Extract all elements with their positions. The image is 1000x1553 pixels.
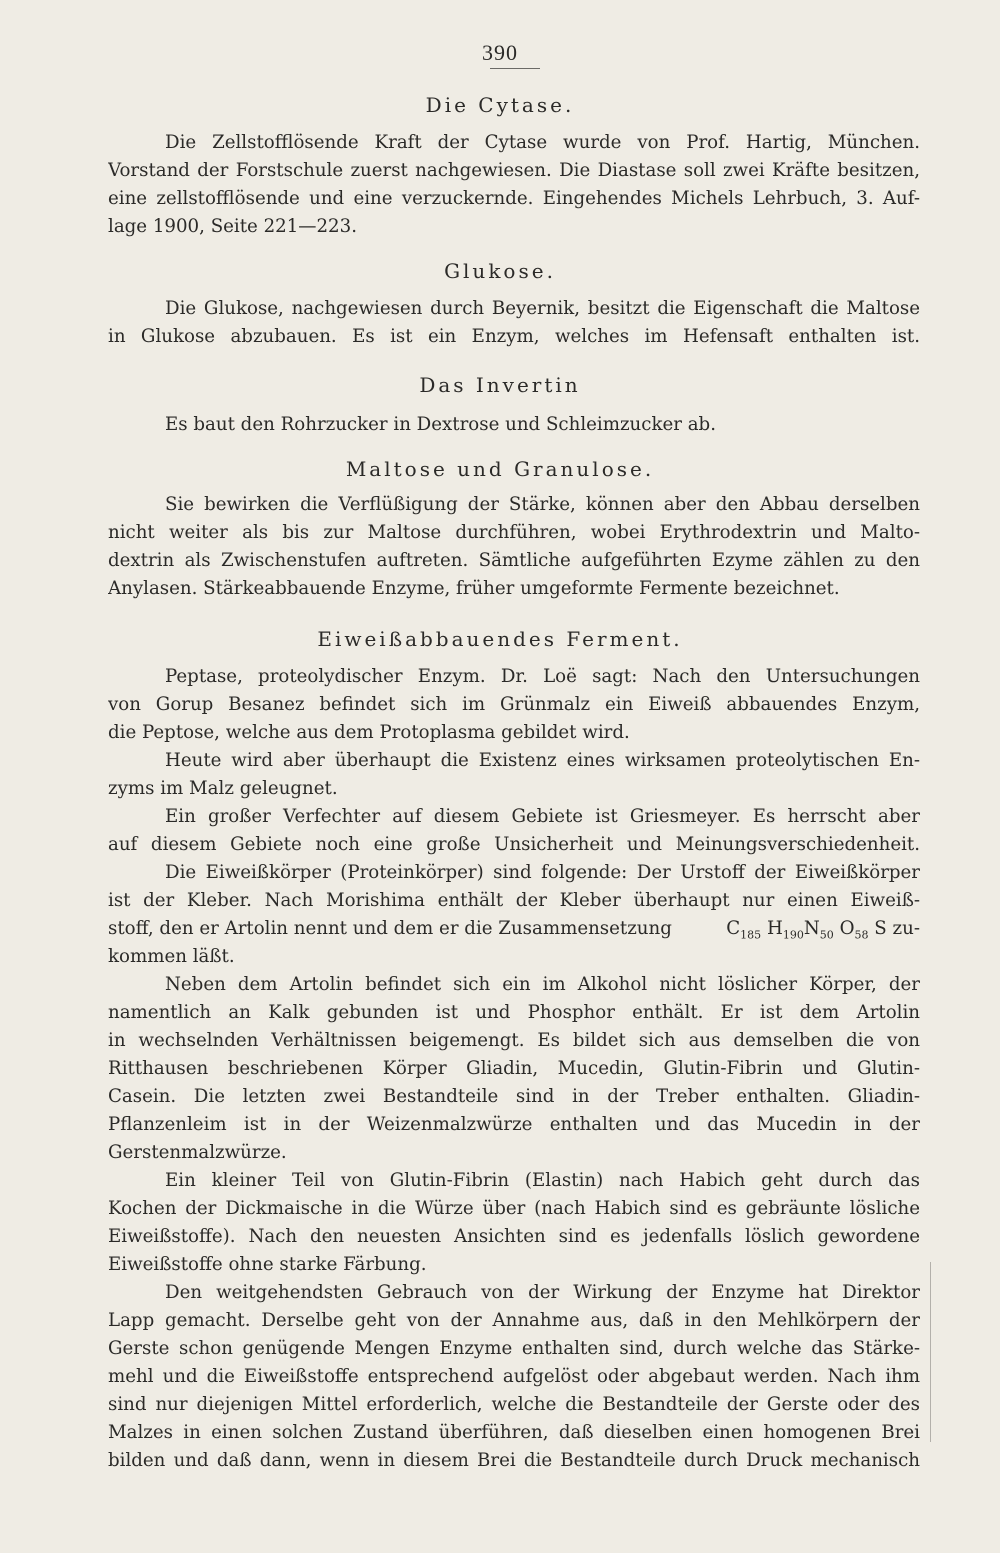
text-line: Die Eiweißkörper (Proteinkörper) sind folgende: Der Urstoff der Eiweißkörper (165, 862, 920, 883)
text-line: kommen läßt. (108, 946, 235, 967)
text-line: Den weitgehendsten Gebrauch von der Wirkung der Enzyme hat Direktor (165, 1282, 920, 1303)
text-line: Die Zellstofflösende Kraft der Cytase wurde von Prof. Hartig, München. (165, 132, 920, 153)
text-line: Peptase, proteolydischer Enzym. Dr. Loë sagt: Nach den Untersuchungen (165, 666, 920, 687)
text-line: Lapp gemacht. Derselbe geht von der Annahme aus, daß in den Mehlkörpern der (108, 1310, 920, 1331)
text-line: Neben dem Artolin befindet sich ein im Alkohol nicht löslicher Körper, der (165, 974, 920, 995)
text-line: ist der Kleber. Nach Morishima enthält der Kleber überhaupt nur einen Eiweiß- (108, 890, 920, 911)
text-line: Heute wird aber überhaupt die Existenz eines wirksamen proteolytischen En- (165, 750, 920, 771)
section-heading-ferment: Eiweißabbauendes Ferment. (317, 627, 683, 651)
text-line: auf diesem Gebiete noch eine große Unsicherheit und Meinungsverschiedenheit. (108, 834, 920, 855)
text-line: Malzes in einen solchen Zustand überführen, daß dieselben einen homogenen Brei (108, 1422, 920, 1443)
text-line: sind nur diejenigen Mittel erforderlich, welche die Bestandteile der Gerste oder des (108, 1394, 920, 1415)
text-line: lage 1900, Seite 221—223. (108, 216, 357, 237)
section-heading-invertin: Das Invertin (419, 373, 581, 397)
text-line: in wechselnden Verhältnissen beigemengt. Es bildet sich aus demselben die von (108, 1030, 920, 1051)
text-line: Gerste schon genügende Mengen Enzyme enthalten sind, durch welche das Stärke- (108, 1338, 920, 1359)
text-line: Die Glukose, nachgewiesen durch Beyernik, besitzt die Eigenschaft die Maltose (165, 298, 920, 319)
text-line: Ein kleiner Teil von Glutin-Fibrin (Elastin) nach Habich geht durch das (165, 1170, 920, 1191)
text-line: Eiweißstoffe). Nach den neuesten Ansichten sind es jedenfalls löslich gewordene (108, 1226, 920, 1247)
text-line: Anylasen. Stärkeabbauende Enzyme, früher umgeformte Fermente bezeichnet. (108, 578, 840, 599)
text-line: in Glukose abzubauen. Es ist ein Enzym, welches im Hefensaft enthalten ist. (108, 326, 920, 347)
text-line: zyms im Malz geleugnet. (108, 778, 338, 799)
text-line: stoff, den er Artolin nennt und dem er die Zusammensetzung (108, 918, 672, 939)
text-line: von Gorup Besanez befindet sich im Grünmalz ein Eiweiß abbauendes Enzym, (108, 694, 920, 715)
header-rule (490, 68, 540, 69)
text-line: die Peptose, welche aus dem Protoplasma gebildet wird. (108, 722, 630, 743)
text-line: namentlich an Kalk gebunden ist und Phosphor enthält. Er ist dem Artolin (108, 1002, 920, 1023)
text-line: Pflanzenleim ist in der Weizenmalzwürze enthalten und das Mucedin in der (108, 1114, 920, 1135)
page-number: 390 (482, 40, 518, 65)
text-line: Ein großer Verfechter auf diesem Gebiete ist Griesmeyer. Es herrscht aber (165, 806, 920, 827)
text-line: Ritthausen beschriebenen Körper Gliadin, Mucedin, Glutin-Fibrin und Glutin- (108, 1058, 920, 1079)
text-line: bilden und daß dann, wenn in diesem Brei die Bestandteile durch Druck mechanisch (108, 1450, 920, 1471)
text-line: mehl und die Eiweißstoffe entsprechend aufgelöst oder abgebaut werden. Nach ihm (108, 1366, 920, 1387)
formula-line (108, 916, 920, 942)
chemical-formula: $C_{185}$ $H_{190}N_{50}$ $O_{58}$ S zu- (726, 918, 920, 942)
text-line: Vorstand der Forstschule zuerst nachgewiesen. Die Diastase soll zwei Kräfte besitzen, (108, 160, 920, 181)
section-heading-maltose: Maltose und Granulose. (345, 457, 655, 481)
text-line: eine zellstofflösende und eine verzuckernde. Eingehendes Michels Lehrbuch, 3. Auf- (108, 188, 920, 209)
text-line: dextrin als Zwischenstufen auftreten. Sämtliche aufgeführten Ezyme zählen zu den (108, 550, 920, 571)
section-heading-glukose: Glukose. (444, 259, 556, 283)
text-line: Kochen der Dickmaische in die Würze über (nach Habich sind es gebräunte lösliche (108, 1198, 920, 1219)
text-line: Gerstenmalzwürze. (108, 1142, 287, 1163)
section-heading-cytase: Die Cytase. (425, 93, 575, 117)
text-line: Casein. Die letzten zwei Bestandteile sind in der Treber enthalten. Gliadin- (108, 1086, 920, 1107)
text-line: Es baut den Rohrzucker in Dextrose und Schleimzucker ab. (165, 414, 716, 435)
text-line: Sie bewirken die Verflüßigung der Stärke, können aber den Abbau derselben (165, 494, 920, 515)
text-line: Eiweißstoffe ohne starke Färbung. (108, 1254, 427, 1275)
text-line: nicht weiter als bis zur Maltose durchführen, wobei Erythrodextrin und Malto- (108, 522, 920, 543)
margin-pencil-mark (930, 1262, 931, 1442)
